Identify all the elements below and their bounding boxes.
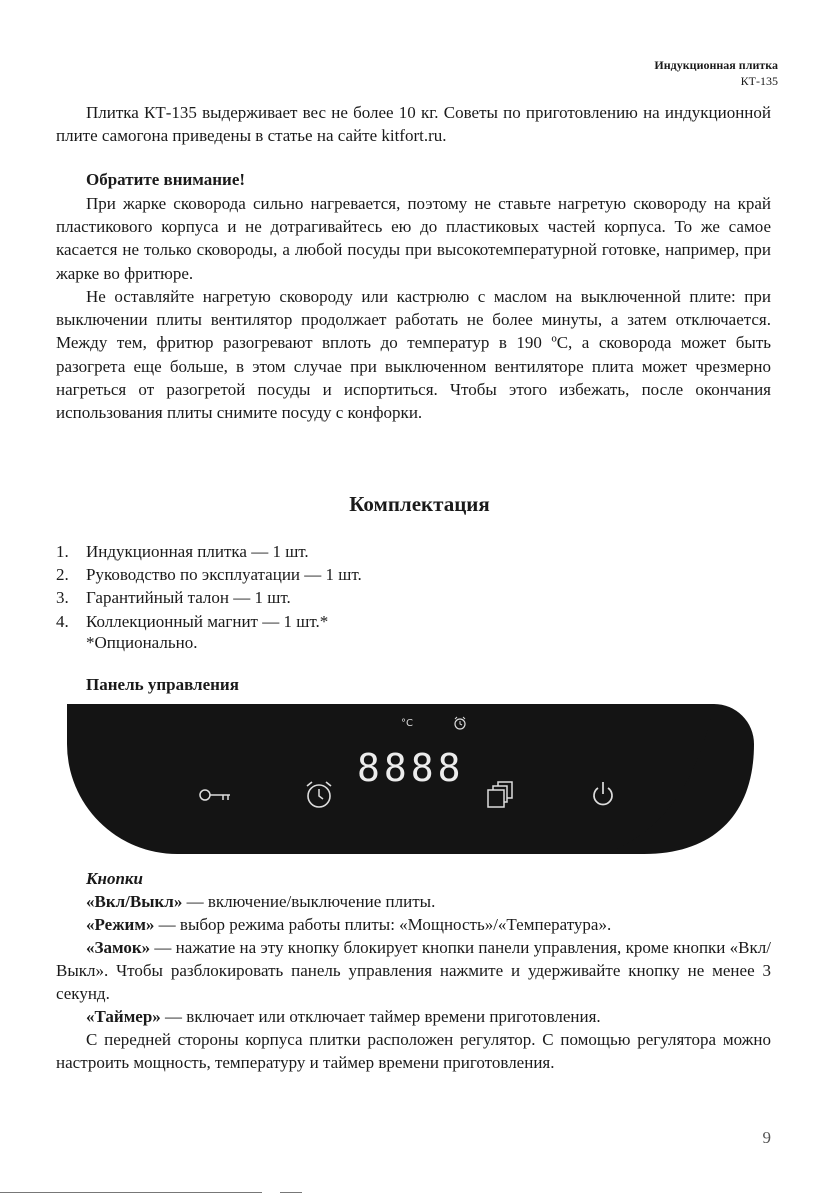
- kit-title: Комплектация: [349, 492, 490, 516]
- header-title: Индукционная плитка: [654, 58, 778, 72]
- header-model: КТ-135: [740, 74, 778, 88]
- list-item: [56, 563, 362, 586]
- temperature-indicator: °C: [401, 718, 413, 729]
- attention-paragraph-1: При жарке сковорода сильно нагревается, поэтому не ставьте нагретую сковороду на край пластикового корпуса и не дотрагивайтесь ею до пластиковых частей корпуса. То же самое касается не только сковороды, а любой посуды при высокотемпературной готовке, например, при жарке во фритюре.: [56, 194, 771, 283]
- list-item-number: 3.: [56, 588, 69, 608]
- kit-list: [56, 540, 362, 633]
- timer-button-description: [56, 1005, 771, 1028]
- footer-rule-short: [280, 1192, 302, 1193]
- alarm-clock-icon[interactable]: [304, 780, 334, 810]
- list-item: [56, 610, 362, 633]
- list-item-number: 1.: [56, 542, 69, 561]
- timer-button-text: — включает или отключает таймер времени приготовления.: [160, 1007, 601, 1026]
- list-item-number: 4.: [56, 611, 69, 631]
- mode-layers-icon[interactable]: [486, 781, 514, 809]
- panel-corner: [604, 704, 754, 854]
- attention-paragraph-2: Не оставляйте нагретую сковороду или кастрюлю с маслом на выключенной плите: при выключении плиты вентилятор продолжает работать не более минуты, а затем отключается. Между тем, фритюр разогревают вплоть до температур в 190 ºС, а сковорода может быть разогрета еще больше, в этом случае при выключенном вентиляторе плита может чрезмерно нагреться от разогретой посуды и испортиться. Чтобы этого избежать, после окончания использования плиты снимите посуду с конфорки.: [56, 287, 771, 423]
- list-item: [56, 586, 362, 609]
- lock-key-icon[interactable]: [198, 788, 232, 802]
- kit-note: *Опционально.: [86, 633, 198, 652]
- mode-button-description: [56, 913, 771, 936]
- lock-button-description: [56, 936, 771, 1006]
- digital-display: 8888: [357, 746, 465, 790]
- power-button-text: — включение/выключение плиты.: [182, 892, 436, 911]
- intro-paragraph: Плитка КТ-135 выдерживает вес не более 10 кг. Советы по приготовлению на индукционной плите самогона приведены в статье на сайте kitfort.ru.: [56, 103, 771, 146]
- control-panel-image: [67, 704, 754, 854]
- page-header: [654, 57, 778, 89]
- power-button-name: «Вкл/Выкл»: [86, 892, 183, 911]
- lock-button-text: — нажатие на эту кнопку блокирует кнопки панели управления, кроме кнопки «Вкл/Выкл». Чтобы разблокировать панель управления нажмите и удерживайте кнопку не менее 3 секунд.: [56, 938, 771, 1004]
- timer-button-name: «Таймер»: [86, 1007, 161, 1026]
- footer-rule: [0, 1192, 262, 1193]
- list-item: [56, 540, 362, 563]
- mode-button-name: «Режим»: [86, 915, 155, 934]
- list-item-text: Коллекционный магнит — 1 шт.*: [86, 611, 329, 631]
- power-icon[interactable]: [591, 780, 615, 808]
- timer-indicator-icon: [453, 716, 467, 730]
- attention-heading: Обратите внимание!: [86, 170, 246, 189]
- regulator-paragraph: С передней стороны корпуса плитки расположен регулятор. С помощью регулятора можно настроить мощность, температуру и таймер времени приготовления.: [56, 1030, 771, 1073]
- power-button-description: [56, 890, 771, 913]
- mode-button-text: — выбор режима работы плиты: «Мощность»/«Температура».: [154, 915, 612, 934]
- list-item-text: Индукционная плитка — 1 шт.: [86, 542, 309, 561]
- list-item-text: Гарантийный талон — 1 шт.: [86, 588, 291, 608]
- page-number: 9: [762, 1128, 771, 1147]
- list-item-text: Руководство по эксплуатации — 1 шт.: [86, 565, 362, 585]
- panel-heading: Панель управления: [86, 675, 239, 694]
- list-item-number: 2.: [56, 565, 69, 585]
- lock-button-name: «Замок»: [86, 938, 151, 957]
- buttons-heading: Кнопки: [86, 869, 143, 888]
